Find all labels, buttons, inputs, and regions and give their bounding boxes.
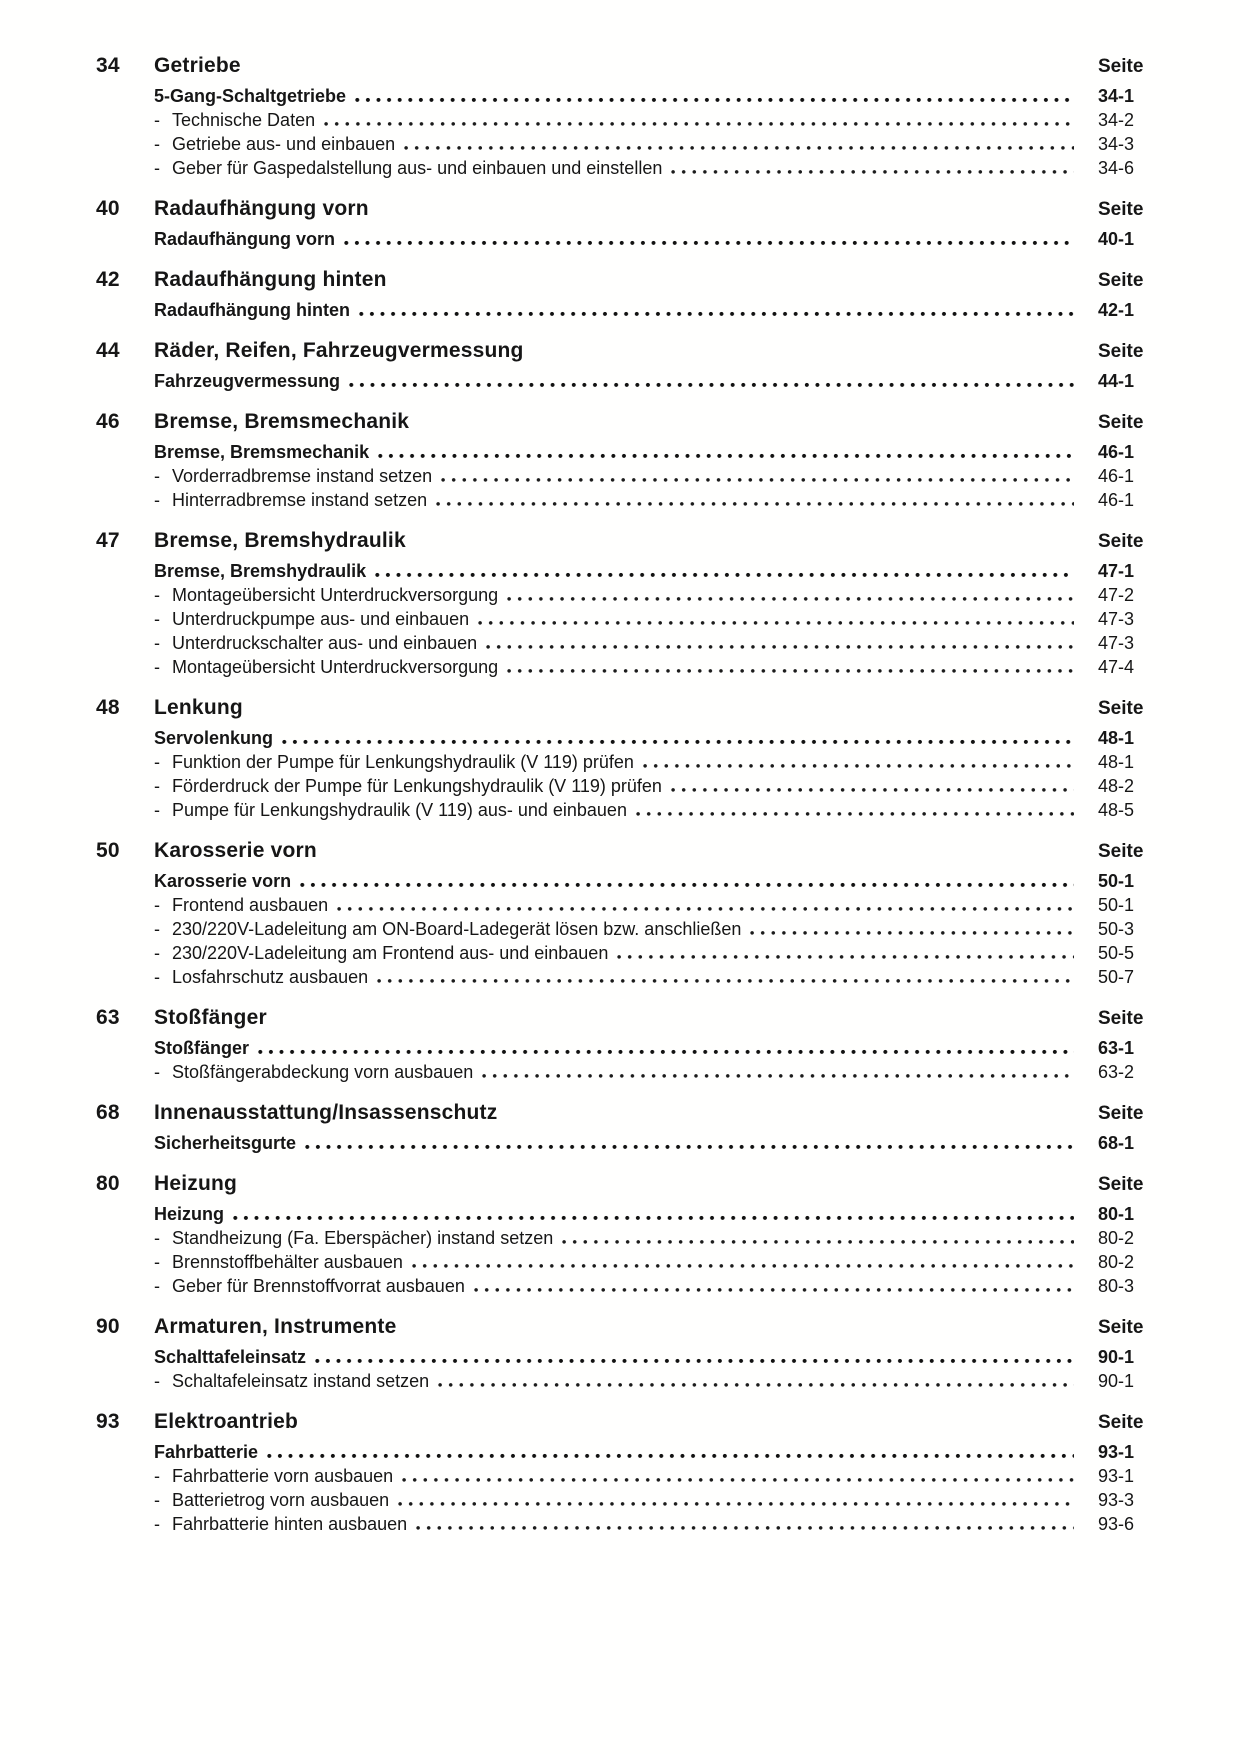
page-column-header (1086, 199, 1150, 221)
section-number: 46 (96, 410, 120, 433)
entry-label: Fahrbatterie (154, 1442, 259, 1462)
dot-leader (750, 930, 1074, 936)
entry-page-number: 50-3 (1098, 919, 1135, 939)
entry-label: Funktion der Pumpe für Lenkungshydraulik (V 119) prüfen (172, 752, 634, 772)
entry-page-number: 80-2 (1098, 1252, 1135, 1272)
entry-label: Geber für Brennstoffvorrat ausbauen (172, 1276, 465, 1296)
entry-label: 230/220V-Ladeleitung am ON-Board-Ladegerät lösen bzw. anschließen (172, 919, 742, 939)
toc-entry (154, 1202, 1150, 1226)
dot-leader (412, 1263, 1074, 1269)
section-entries (154, 440, 1150, 512)
section-title: Bremse, Bremshydraulik (154, 529, 406, 552)
toc-section (96, 268, 1150, 322)
section-entries (154, 869, 1150, 989)
entry-dash-glyph: - (154, 1276, 160, 1296)
entry-page-number: 48-5 (1098, 800, 1135, 820)
dot-leader (378, 453, 1074, 459)
section-number: 40 (96, 197, 120, 220)
section-entries (154, 298, 1150, 322)
entry-label: Montageübersicht Unterdruckversorgung (172, 585, 499, 605)
page-column-header (1086, 1008, 1150, 1030)
entry-dash-glyph: - (154, 776, 160, 796)
entry-dash-glyph: - (154, 1490, 160, 1510)
entry-label: Radaufhängung vorn (154, 229, 335, 249)
entry-dash-glyph: - (154, 158, 160, 178)
entry-dash-glyph: - (154, 800, 160, 820)
dot-leader (258, 1049, 1074, 1055)
entry-page-number: 68-1 (1098, 1133, 1135, 1153)
section-number: 68 (96, 1101, 120, 1124)
seite-label: Seite (1098, 841, 1144, 862)
toc-entry (154, 774, 1150, 798)
section-header (96, 197, 1150, 221)
dot-leader (482, 1073, 1074, 1079)
dot-leader (671, 787, 1074, 793)
entry-page-number: 47-2 (1098, 585, 1135, 605)
entry-dash-glyph: - (154, 110, 160, 130)
entry-page-number: 34-2 (1098, 110, 1135, 130)
entry-label: Karosserie vorn (154, 871, 292, 891)
entry-page-number: 46-1 (1098, 466, 1135, 486)
entry-label: 230/220V-Ladeleitung am Frontend aus- und einbauen (172, 943, 609, 963)
seite-label: Seite (1098, 1103, 1144, 1124)
toc-section (96, 696, 1150, 822)
page-column-header (1086, 1174, 1150, 1196)
section-title: Elektroantrieb (154, 1410, 299, 1433)
entry-page-number: 80-2 (1098, 1228, 1135, 1248)
page-column-header (1086, 412, 1150, 434)
entry-dash-glyph: - (154, 1371, 160, 1391)
section-header (96, 1172, 1150, 1196)
seite-label: Seite (1098, 341, 1144, 362)
dot-leader (282, 739, 1074, 745)
seite-label: Seite (1098, 412, 1144, 433)
entry-dash-glyph: - (154, 919, 160, 939)
entry-page-number: 48-2 (1098, 776, 1135, 796)
entry-label: Losfahrschutz ausbauen (172, 967, 369, 987)
entry-label: Bremse, Bremsmechanik (154, 442, 370, 462)
toc-entry (154, 1060, 1150, 1084)
dot-leader (617, 954, 1074, 960)
toc-entry (154, 1274, 1150, 1298)
section-number: 93 (96, 1410, 120, 1433)
toc-entry (154, 84, 1150, 108)
entry-page-number: 93-1 (1098, 1442, 1135, 1462)
toc-section (96, 54, 1150, 180)
entry-page-number: 50-7 (1098, 967, 1135, 987)
toc-section (96, 839, 1150, 989)
toc-entry (154, 132, 1150, 156)
entry-label: Brennstoffbehälter ausbauen (172, 1252, 403, 1272)
entry-label: Vorderradbremse instand setzen (172, 466, 433, 486)
toc-entry (154, 1369, 1150, 1393)
entry-page-number: 63-1 (1098, 1038, 1135, 1058)
entry-label: Technische Daten (172, 110, 316, 130)
dot-leader (562, 1239, 1074, 1245)
seite-label: Seite (1098, 270, 1144, 291)
toc-entry (154, 726, 1150, 750)
toc-entry (154, 1345, 1150, 1369)
section-entries (154, 726, 1150, 822)
entry-page-number: 93-1 (1098, 1466, 1135, 1486)
dot-leader (375, 572, 1074, 578)
toc-entry (154, 941, 1150, 965)
section-header (96, 410, 1150, 434)
entry-page-number: 90-1 (1098, 1347, 1135, 1367)
toc-entry (154, 1464, 1150, 1488)
toc-entry (154, 559, 1150, 583)
entry-page-number: 47-1 (1098, 561, 1135, 581)
dot-leader (398, 1501, 1074, 1507)
dot-leader (324, 121, 1074, 127)
entry-dash-glyph: - (154, 609, 160, 629)
dot-leader (486, 644, 1074, 650)
seite-label: Seite (1098, 698, 1144, 719)
entry-dash-glyph: - (154, 585, 160, 605)
section-header (96, 1315, 1150, 1339)
entry-dash-glyph: - (154, 657, 160, 677)
entry-label: Unterdruckpumpe aus- und einbauen (172, 609, 470, 629)
page-column-header (1086, 531, 1150, 553)
entry-label: Hinterradbremse instand setzen (172, 490, 428, 510)
section-title: Lenkung (154, 696, 243, 719)
entry-page-number: 42-1 (1098, 300, 1135, 320)
entry-page-number: 50-1 (1098, 895, 1135, 915)
entry-page-number: 40-1 (1098, 229, 1135, 249)
entry-page-number: 34-1 (1098, 86, 1135, 106)
dot-leader (233, 1215, 1074, 1221)
page-column-header (1086, 341, 1150, 363)
entry-label: Heizung (154, 1204, 224, 1224)
section-header (96, 339, 1150, 363)
entry-label: Standheizung (Fa. Eberspächer) instand setzen (172, 1228, 554, 1248)
entry-label: Frontend ausbauen (172, 895, 329, 915)
entry-dash-glyph: - (154, 967, 160, 987)
entry-page-number: 50-5 (1098, 943, 1135, 963)
dot-leader (507, 668, 1074, 674)
section-title: Räder, Reifen, Fahrzeugvermessung (154, 339, 524, 362)
toc-entry (154, 750, 1150, 774)
entry-label: Geber für Gaspedalstellung aus- und einbauen und einstellen (172, 158, 663, 178)
entry-label: Schaltafeleinsatz instand setzen (172, 1371, 430, 1391)
section-header (96, 1101, 1150, 1125)
section-entries (154, 1036, 1150, 1084)
toc-section (96, 1315, 1150, 1393)
toc-entry (154, 869, 1150, 893)
dot-leader (305, 1144, 1074, 1150)
entry-label: Fahrzeugvermessung (154, 371, 341, 391)
page-column-header (1086, 1103, 1150, 1125)
section-entries (154, 84, 1150, 180)
toc-entry (154, 1440, 1150, 1464)
entry-page-number: 63-2 (1098, 1062, 1135, 1082)
page-column-header (1086, 1317, 1150, 1339)
entry-label: Stoßfänger (154, 1038, 250, 1058)
page-column-header (1086, 56, 1150, 78)
toc-entry (154, 798, 1150, 822)
section-number: 48 (96, 696, 120, 719)
seite-label: Seite (1098, 1174, 1144, 1195)
entry-label: Radaufhängung hinten (154, 300, 350, 320)
section-entries (154, 369, 1150, 393)
toc-entry (154, 298, 1150, 322)
section-title: Getriebe (154, 54, 241, 77)
seite-label: Seite (1098, 199, 1144, 220)
section-title: Radaufhängung hinten (154, 268, 387, 291)
dot-leader (416, 1525, 1074, 1531)
entry-dash-glyph: - (154, 1514, 160, 1534)
section-title: Armaturen, Instrumente (154, 1315, 397, 1338)
toc-entry (154, 917, 1150, 941)
section-number: 42 (96, 268, 120, 291)
entry-label: Förderdruck der Pumpe für Lenkungshydraulik (V 119) prüfen (172, 776, 662, 796)
dot-leader (344, 240, 1074, 246)
entry-label: Pumpe für Lenkungshydraulik (V 119) aus- und einbauen (172, 800, 627, 820)
entry-page-number: 80-3 (1098, 1276, 1135, 1296)
section-entries (154, 1131, 1150, 1155)
dot-leader (355, 97, 1074, 103)
toc-section (96, 197, 1150, 251)
seite-label: Seite (1098, 56, 1144, 77)
toc-section (96, 529, 1150, 679)
toc-entry (154, 464, 1150, 488)
toc-section (96, 410, 1150, 512)
toc-entry (154, 488, 1150, 512)
toc-entry (154, 631, 1150, 655)
toc-entry (154, 1488, 1150, 1512)
entry-label: 5-Gang-Schaltgetriebe (154, 86, 347, 106)
section-number: 47 (96, 529, 120, 552)
page-column-header (1086, 270, 1150, 292)
seite-label: Seite (1098, 1317, 1144, 1338)
section-title: Innenausstattung/Insassenschutz (154, 1101, 498, 1124)
dot-leader (636, 811, 1074, 817)
section-entries (154, 227, 1150, 251)
dot-leader (359, 311, 1074, 317)
entry-page-number: 93-3 (1098, 1490, 1135, 1510)
entry-label: Servolenkung (154, 728, 274, 748)
section-header (96, 696, 1150, 720)
section-entries (154, 559, 1150, 679)
entry-label: Batterietrog vorn ausbauen (172, 1490, 390, 1510)
toc-entry (154, 1512, 1150, 1536)
section-title: Karosserie vorn (154, 839, 317, 862)
page-column-header (1086, 1412, 1150, 1434)
entry-dash-glyph: - (154, 1466, 160, 1486)
entry-dash-glyph: - (154, 1252, 160, 1272)
entry-page-number: 34-3 (1098, 134, 1135, 154)
dot-leader (404, 145, 1074, 151)
entry-label: Unterdruckschalter aus- und einbauen (172, 633, 478, 653)
seite-label: Seite (1098, 1008, 1144, 1029)
entry-page-number: 44-1 (1098, 371, 1135, 391)
entry-dash-glyph: - (154, 752, 160, 772)
section-header (96, 268, 1150, 292)
entry-page-number: 48-1 (1098, 728, 1135, 748)
entry-page-number: 47-4 (1098, 657, 1135, 677)
toc-section (96, 1006, 1150, 1084)
section-number: 34 (96, 54, 120, 77)
dot-leader (377, 978, 1074, 984)
section-header (96, 54, 1150, 78)
dot-leader (478, 620, 1074, 626)
entry-label: Fahrbatterie vorn ausbauen (172, 1466, 394, 1486)
section-entries (154, 1440, 1150, 1536)
toc-entry (154, 1131, 1150, 1155)
entry-dash-glyph: - (154, 895, 160, 915)
entry-page-number: 80-1 (1098, 1204, 1135, 1224)
toc-section (96, 1101, 1150, 1155)
page-column-header (1086, 698, 1150, 720)
toc-entry (154, 1250, 1150, 1274)
entry-dash-glyph: - (154, 490, 160, 510)
toc-entry (154, 583, 1150, 607)
section-header (96, 1006, 1150, 1030)
section-entries (154, 1345, 1150, 1393)
toc-entry (154, 1226, 1150, 1250)
dot-leader (402, 1477, 1074, 1483)
entry-dash-glyph: - (154, 1228, 160, 1248)
entry-dash-glyph: - (154, 633, 160, 653)
toc-section (96, 339, 1150, 393)
entry-page-number: 46-1 (1098, 442, 1135, 462)
section-title: Stoßfänger (154, 1006, 267, 1029)
entry-dash-glyph: - (154, 1062, 160, 1082)
section-header (96, 529, 1150, 553)
section-number: 80 (96, 1172, 120, 1195)
toc-entry (154, 440, 1150, 464)
section-number: 90 (96, 1315, 120, 1338)
toc-entry (154, 655, 1150, 679)
entry-dash-glyph: - (154, 943, 160, 963)
dot-leader (337, 906, 1074, 912)
entry-page-number: 47-3 (1098, 609, 1135, 629)
dot-leader (474, 1287, 1074, 1293)
dot-leader (315, 1358, 1074, 1364)
section-header (96, 839, 1150, 863)
entry-page-number: 48-1 (1098, 752, 1135, 772)
toc-section (96, 1172, 1150, 1298)
section-entries (154, 1202, 1150, 1298)
dot-leader (441, 477, 1074, 483)
entry-label: Getriebe aus- und einbauen (172, 134, 396, 154)
page-column-header (1086, 841, 1150, 863)
toc-entry (154, 965, 1150, 989)
dot-leader (671, 169, 1074, 175)
entry-page-number: 50-1 (1098, 871, 1135, 891)
entry-label: Montageübersicht Unterdruckversorgung (172, 657, 499, 677)
entry-label: Schalttafeleinsatz (154, 1347, 307, 1367)
dot-leader (300, 882, 1074, 888)
dot-leader (349, 382, 1074, 388)
dot-leader (507, 596, 1074, 602)
seite-label: Seite (1098, 1412, 1144, 1433)
section-title: Heizung (154, 1172, 238, 1195)
entry-page-number: 47-3 (1098, 633, 1135, 653)
toc-entry (154, 1036, 1150, 1060)
dot-leader (436, 501, 1074, 507)
section-number: 44 (96, 339, 120, 362)
toc-entry (154, 369, 1150, 393)
entry-label: Sicherheitsgurte (154, 1133, 297, 1153)
entry-label: Stoßfängerabdeckung vorn ausbauen (172, 1062, 474, 1082)
entry-page-number: 93-6 (1098, 1514, 1135, 1534)
section-number: 63 (96, 1006, 120, 1029)
section-header (96, 1410, 1150, 1434)
toc-entry (154, 893, 1150, 917)
seite-label: Seite (1098, 531, 1144, 552)
section-title: Bremse, Bremsmechanik (154, 410, 410, 433)
dot-leader (438, 1382, 1074, 1388)
entry-page-number: 90-1 (1098, 1371, 1135, 1391)
toc-section (96, 1410, 1150, 1536)
toc-entry (154, 227, 1150, 251)
entry-label: Fahrbatterie hinten ausbauen (172, 1514, 408, 1534)
toc-entry (154, 108, 1150, 132)
entry-dash-glyph: - (154, 134, 160, 154)
entry-label: Bremse, Bremshydraulik (154, 561, 367, 581)
entry-page-number: 46-1 (1098, 490, 1135, 510)
toc-entry (154, 156, 1150, 180)
dot-leader (643, 763, 1074, 769)
entry-page-number: 34-6 (1098, 158, 1135, 178)
section-title: Radaufhängung vorn (154, 197, 369, 220)
section-number: 50 (96, 839, 120, 862)
entry-dash-glyph: - (154, 466, 160, 486)
dot-leader (267, 1453, 1074, 1459)
toc-entry (154, 607, 1150, 631)
